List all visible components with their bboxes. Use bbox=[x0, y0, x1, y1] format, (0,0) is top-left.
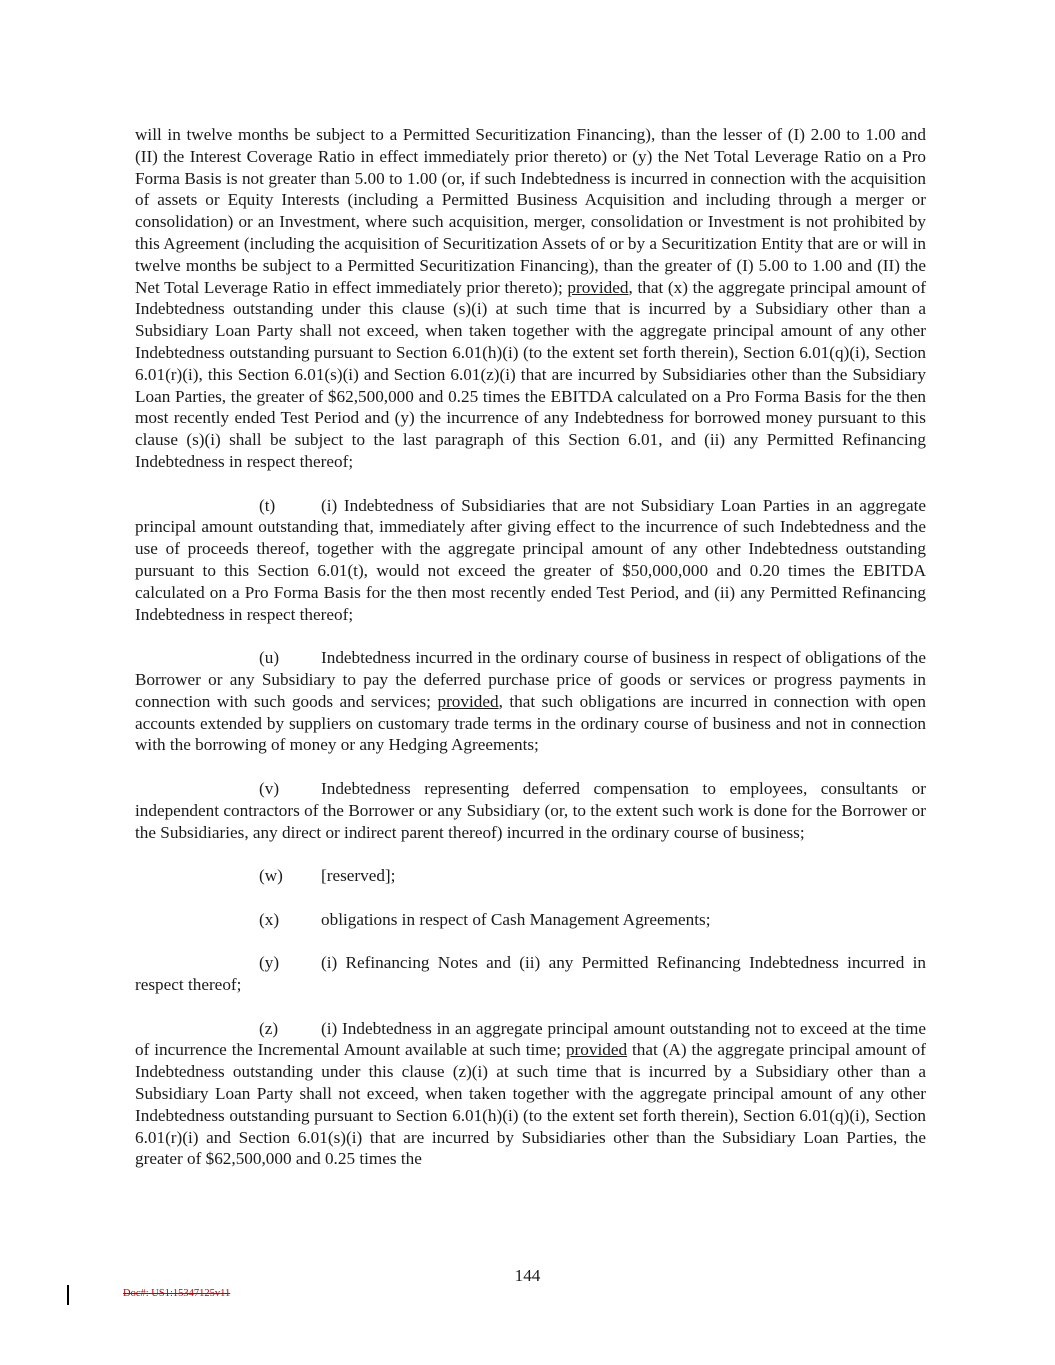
provided-term: provided bbox=[437, 691, 499, 711]
paragraph-text: , that (x) the aggregate principal amount of Indebtedness outstanding under this clause (s)(i) at such time that is incurred by a Subsidiary other than a Subsidiary Loan Party shall not exceed, when taken together with the aggregate principal amount of any other Indebtedness outstanding pursuant to Section 6.01(h)(i) (to the extent set forth therein), Section 6.01(q)(i), Section 6.01(r)(i), this Section 6.01(s)(i) and Section 6.01(z)(i) that are incurred by Subsidiaries other than the Subsidiary Loan Parties, the greater of $62,500,000 and 0.25 times the EBITDA calculated on a Pro Forma Basis for the then most recently ended Test Period and (y) the incurrence of any Indebtedness for borrowed money pursuant to this clause (s)(i) shall be subject to the last paragraph of this Section 6.01, and (ii) any Permitted Refinancing Indebtedness in respect thereof; bbox=[135, 277, 926, 471]
paragraph-text: [reserved]; bbox=[321, 866, 396, 886]
paragraph-text: (i) Indebtedness in an aggregate principal amount outstanding not to exceed at the time of incurrence the Incremental Amount available at such time; bbox=[135, 1018, 926, 1060]
page-number: 144 bbox=[514, 1266, 541, 1285]
clause-label: (u) bbox=[259, 648, 280, 668]
paragraph-z bbox=[135, 1018, 926, 1171]
paragraph-s-continued bbox=[135, 124, 926, 473]
paragraph-text: (i) Indebtedness of Subsidiaries that are not Subsidiary Loan Parties in an aggregate principal amount outstanding that, immediately after giving effect to the incurrence of such Indebtedness and the use of proceeds thereof, together with the aggregate principal amount of any other Indebtedness outstanding pursuant to this Section 6.01(t), would not exceed the greater of $50,000,000 and 0.20 times the EBITDA calculated on a Pro Forma Basis for the then most recently ended Test Period, and (ii) any Permitted Refinancing Indebtedness in respect thereof; bbox=[135, 495, 926, 624]
paragraph-text: that (A) the aggregate principal amount of Indebtedness outstanding under this clause (z)(i) at such time that is incurred by a Subsidiary other than a Subsidiary Loan Party shall not exceed, when taken together with the aggregate principal amount of any other Indebtedness outstanding pursuant to Section 6.01(h)(i) (to the extent set forth therein), Section 6.01(q)(i), Section 6.01(r)(i) and Section 6.01(s)(i) that are incurred by Subsidiaries other than the Subsidiary Loan Parties, the greater of $62,500,000 and 0.25 times the bbox=[135, 1040, 926, 1169]
clause-label: (v) bbox=[259, 778, 280, 798]
paragraph-y bbox=[135, 952, 926, 996]
paragraph-w bbox=[135, 865, 926, 887]
revision-change-bar bbox=[67, 1285, 69, 1305]
provided-term: provided bbox=[565, 1040, 628, 1060]
paragraph-text: Indebtedness representing deferred compensation to employees, consultants or independent contractors of the Borrower or any Subsidiary (or, to the extent such work is done for the Borrower or the Subsidiaries, any direct or indirect parent thereof) incurred in the ordinary course of business; bbox=[135, 778, 926, 842]
paragraph-text: Indebtedness incurred in the ordinary course of business in respect of obligations of the Borrower or any Subsidiary to pay the deferred purchase price of goods or services or progress payments in connection with such goods and services; bbox=[135, 648, 926, 711]
paragraph-v bbox=[135, 778, 926, 843]
paragraph-text: obligations in respect of Cash Management Agreements; bbox=[321, 909, 711, 929]
clause-label: (w) bbox=[259, 866, 283, 886]
clause-label: (x) bbox=[259, 909, 280, 929]
provided-term: provided bbox=[567, 277, 629, 297]
paragraph-u bbox=[135, 647, 926, 756]
paragraph-text: , that such obligations are incurred in connection with open accounts extended by suppliers on customary trade terms in the ordinary course of business and not in connection with the borrowing of money or any Hedging Agreements; bbox=[135, 691, 926, 755]
document-id: Doc#: US1:15347125v11 bbox=[123, 1288, 231, 1299]
paragraph-x bbox=[135, 909, 926, 931]
paragraph-text: will in twelve months be subject to a Permitted Securitization Financing), than the lesser of (I) 2.00 to 1.00 and (II) the Interest Coverage Ratio in effect immediately prior thereto) or (y) the Net Total Leverage Ratio on a Pro Forma Basis is not greater than 5.00 to 1.00 (or, if such Indebtedness is incurred in connection with the acquisition of assets or Equity Interests (including a Permitted Business Acquisition and including through a merger or consolidation) or an Investment, where such acquisition, merger, consolidation or Investment is not prohibited by this Agreement (including the acquisition of Securitization Assets of or by a Securitization Entity that are or will in twelve months be subject to a Permitted Securitization Financing), than the greater of (I) 5.00 to 1.00 and (II) the Net Total Leverage Ratio in effect immediately prior thereto); bbox=[135, 125, 926, 297]
clause-label: (t) bbox=[259, 495, 276, 515]
paragraph-t bbox=[135, 495, 926, 626]
paragraph-text: (i) Refinancing Notes and (ii) any Permitted Refinancing Indebtedness incurred in respect thereof; bbox=[135, 953, 926, 995]
clause-label: (z) bbox=[259, 1018, 279, 1038]
clause-label: (y) bbox=[259, 953, 280, 973]
document-body bbox=[135, 124, 926, 1192]
